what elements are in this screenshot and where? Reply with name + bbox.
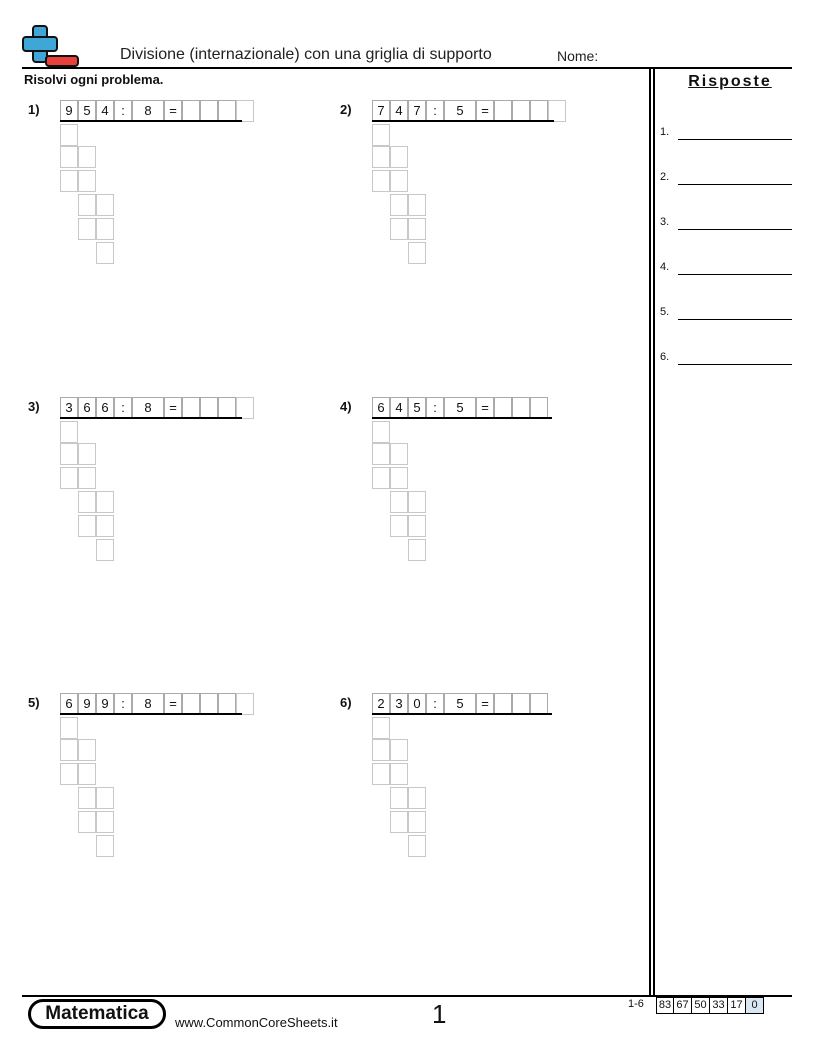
equals-sign: = [164, 100, 182, 122]
division-sign: : [114, 100, 132, 122]
work-box[interactable] [96, 194, 114, 216]
work-box[interactable] [60, 170, 78, 192]
dividend-digit-2: 3 [390, 693, 408, 715]
work-box[interactable] [60, 763, 78, 785]
dividend-digit-3: 4 [96, 100, 114, 122]
score-table [656, 997, 764, 1014]
quotient-box-3[interactable] [218, 397, 236, 419]
work-box[interactable] [390, 467, 408, 489]
answer-line-4[interactable] [660, 255, 792, 275]
work-box[interactable] [78, 194, 96, 216]
problem-number: 3) [28, 399, 40, 414]
score-cell: 17 [728, 997, 746, 1014]
score-range-label: 1-6 [628, 998, 644, 1010]
equals-sign: = [476, 397, 494, 419]
work-box[interactable] [390, 146, 408, 168]
work-box[interactable] [372, 763, 390, 785]
division-line [372, 713, 552, 715]
problem-number: 4) [340, 399, 352, 414]
answer-number: 6. [660, 351, 670, 363]
quotient-box-1[interactable] [182, 397, 200, 419]
dividend-digit-2: 9 [78, 693, 96, 715]
answer-blank[interactable] [678, 139, 792, 140]
work-box[interactable] [60, 146, 78, 168]
work-box[interactable] [372, 739, 390, 761]
answer-number: 3. [660, 216, 670, 228]
answers-title: Risposte [688, 73, 772, 90]
division-sign: : [426, 397, 444, 419]
work-box[interactable] [60, 443, 78, 465]
work-box[interactable] [78, 515, 96, 537]
division-sign: : [114, 397, 132, 419]
work-box[interactable] [372, 467, 390, 489]
division-line [372, 120, 554, 122]
divisor: 8 [132, 100, 164, 122]
quotient-box-1[interactable] [494, 100, 512, 122]
header-divider [22, 67, 792, 69]
name-label: Nome: [557, 48, 599, 64]
work-box[interactable] [372, 124, 390, 146]
work-box[interactable] [60, 467, 78, 489]
dividend-digit-2: 6 [78, 397, 96, 419]
dividend-digit-3: 6 [96, 397, 114, 419]
divisor: 5 [444, 693, 476, 715]
problem-3 [28, 397, 278, 577]
quotient-box-3[interactable] [530, 693, 548, 715]
equals-sign: = [476, 100, 494, 122]
work-box[interactable] [96, 491, 114, 513]
work-box[interactable] [78, 739, 96, 761]
answer-blank[interactable] [678, 229, 792, 230]
work-box[interactable] [78, 146, 96, 168]
work-box[interactable] [96, 539, 114, 561]
problem-6 [340, 693, 590, 873]
quotient-box-2[interactable] [512, 397, 530, 419]
dividend-digit-2: 4 [390, 100, 408, 122]
work-box[interactable] [78, 170, 96, 192]
work-box[interactable] [372, 170, 390, 192]
quotient-box-1[interactable] [182, 100, 200, 122]
work-box[interactable] [390, 763, 408, 785]
problem-number: 6) [340, 695, 352, 710]
work-box[interactable] [408, 539, 426, 561]
work-box[interactable] [96, 787, 114, 809]
answer-blank[interactable] [678, 184, 792, 185]
divisor: 5 [444, 100, 476, 122]
work-box[interactable] [60, 717, 78, 739]
problem-5 [28, 693, 278, 873]
work-box[interactable] [408, 787, 426, 809]
score-cell: 0 [746, 997, 764, 1014]
division-sign: : [114, 693, 132, 715]
dividend-digit-1: 7 [372, 100, 390, 122]
brand-url: www.CommonCoreSheets.it [175, 1015, 338, 1030]
answer-column-divider [649, 69, 655, 995]
dividend-digit-3: 0 [408, 693, 426, 715]
quotient-box-3[interactable] [530, 397, 548, 419]
division-sign: : [426, 693, 444, 715]
work-box[interactable] [96, 242, 114, 264]
dividend-digit-1: 3 [60, 397, 78, 419]
dividend-digit-3: 5 [408, 397, 426, 419]
answer-line-3[interactable] [660, 210, 792, 230]
equals-sign: = [476, 693, 494, 715]
work-box[interactable] [408, 218, 426, 240]
plus-minus-logo-icon [22, 24, 80, 68]
dividend-digit-3: 7 [408, 100, 426, 122]
page-number: 1 [432, 999, 447, 1029]
dividend-digit-2: 4 [390, 397, 408, 419]
work-box[interactable] [60, 124, 78, 146]
division-line [60, 713, 242, 715]
dividend-digit-3: 9 [96, 693, 114, 715]
work-box[interactable] [408, 515, 426, 537]
work-box[interactable] [390, 194, 408, 216]
answer-blank[interactable] [678, 319, 792, 320]
dividend-digit-1: 6 [372, 397, 390, 419]
quotient-box-3[interactable] [218, 693, 236, 715]
work-box[interactable] [96, 515, 114, 537]
answer-line-6[interactable] [660, 345, 792, 365]
quotient-box-4[interactable] [236, 100, 254, 122]
dividend-digit-1: 6 [60, 693, 78, 715]
dividend-digit-2: 5 [78, 100, 96, 122]
work-box[interactable] [96, 218, 114, 240]
work-box[interactable] [78, 787, 96, 809]
work-box[interactable] [96, 811, 114, 833]
instructions: Risolvi ogni problema. [24, 72, 164, 87]
answer-blank[interactable] [678, 364, 792, 365]
work-box[interactable] [390, 491, 408, 513]
work-box[interactable] [78, 811, 96, 833]
work-box[interactable] [78, 218, 96, 240]
dividend-digit-1: 2 [372, 693, 390, 715]
divisor: 8 [132, 693, 164, 715]
work-box[interactable] [372, 443, 390, 465]
work-box[interactable] [390, 739, 408, 761]
problem-1 [28, 100, 278, 280]
work-box[interactable] [372, 146, 390, 168]
answer-number: 2. [660, 171, 670, 183]
division-line [60, 417, 242, 419]
quotient-box-4[interactable] [236, 397, 254, 419]
divisor: 5 [444, 397, 476, 419]
answer-line-5[interactable] [660, 300, 792, 320]
equals-sign: = [164, 397, 182, 419]
problem-number: 1) [28, 102, 40, 117]
score-cell: 33 [710, 997, 728, 1014]
work-box[interactable] [390, 218, 408, 240]
quotient-box-3[interactable] [218, 100, 236, 122]
work-box[interactable] [408, 194, 426, 216]
answer-blank[interactable] [678, 274, 792, 275]
division-line [60, 120, 242, 122]
answer-number: 4. [660, 261, 670, 273]
work-box[interactable] [390, 443, 408, 465]
work-box[interactable] [78, 763, 96, 785]
quotient-box-1[interactable] [182, 693, 200, 715]
work-box[interactable] [390, 170, 408, 192]
problem-4 [340, 397, 590, 577]
work-box[interactable] [408, 491, 426, 513]
division-line [372, 417, 552, 419]
quotient-box-3[interactable] [530, 100, 548, 122]
answer-line-2[interactable] [660, 165, 792, 185]
work-box[interactable] [390, 515, 408, 537]
brand-logo: Matematica [28, 999, 166, 1029]
quotient-box-1[interactable] [494, 693, 512, 715]
work-box[interactable] [78, 491, 96, 513]
work-box[interactable] [390, 811, 408, 833]
equals-sign: = [164, 693, 182, 715]
score-cell: 67 [674, 997, 692, 1014]
work-box[interactable] [78, 467, 96, 489]
answer-line-1[interactable] [660, 120, 792, 140]
work-box[interactable] [78, 443, 96, 465]
quotient-box-2[interactable] [200, 100, 218, 122]
work-box[interactable] [390, 787, 408, 809]
worksheet-title: Divisione (internazionale) con una griglia di supporto [120, 46, 492, 63]
quotient-box-1[interactable] [494, 397, 512, 419]
answer-number: 1. [660, 126, 670, 138]
work-box[interactable] [96, 835, 114, 857]
quotient-box-2[interactable] [512, 693, 530, 715]
work-box[interactable] [60, 739, 78, 761]
quotient-box-4[interactable] [548, 100, 566, 122]
division-sign: : [426, 100, 444, 122]
dividend-digit-1: 9 [60, 100, 78, 122]
problem-number: 2) [340, 102, 352, 117]
work-box[interactable] [372, 421, 390, 443]
quotient-box-2[interactable] [200, 397, 218, 419]
work-box[interactable] [408, 242, 426, 264]
work-box[interactable] [60, 421, 78, 443]
divisor: 8 [132, 397, 164, 419]
quotient-box-4[interactable] [236, 693, 254, 715]
score-cell: 50 [692, 997, 710, 1014]
score-cell: 83 [656, 997, 674, 1014]
quotient-box-2[interactable] [512, 100, 530, 122]
quotient-box-2[interactable] [200, 693, 218, 715]
answer-number: 5. [660, 306, 670, 318]
work-box[interactable] [408, 811, 426, 833]
problem-2 [340, 100, 590, 280]
work-box[interactable] [372, 717, 390, 739]
problem-number: 5) [28, 695, 40, 710]
work-box[interactable] [408, 835, 426, 857]
